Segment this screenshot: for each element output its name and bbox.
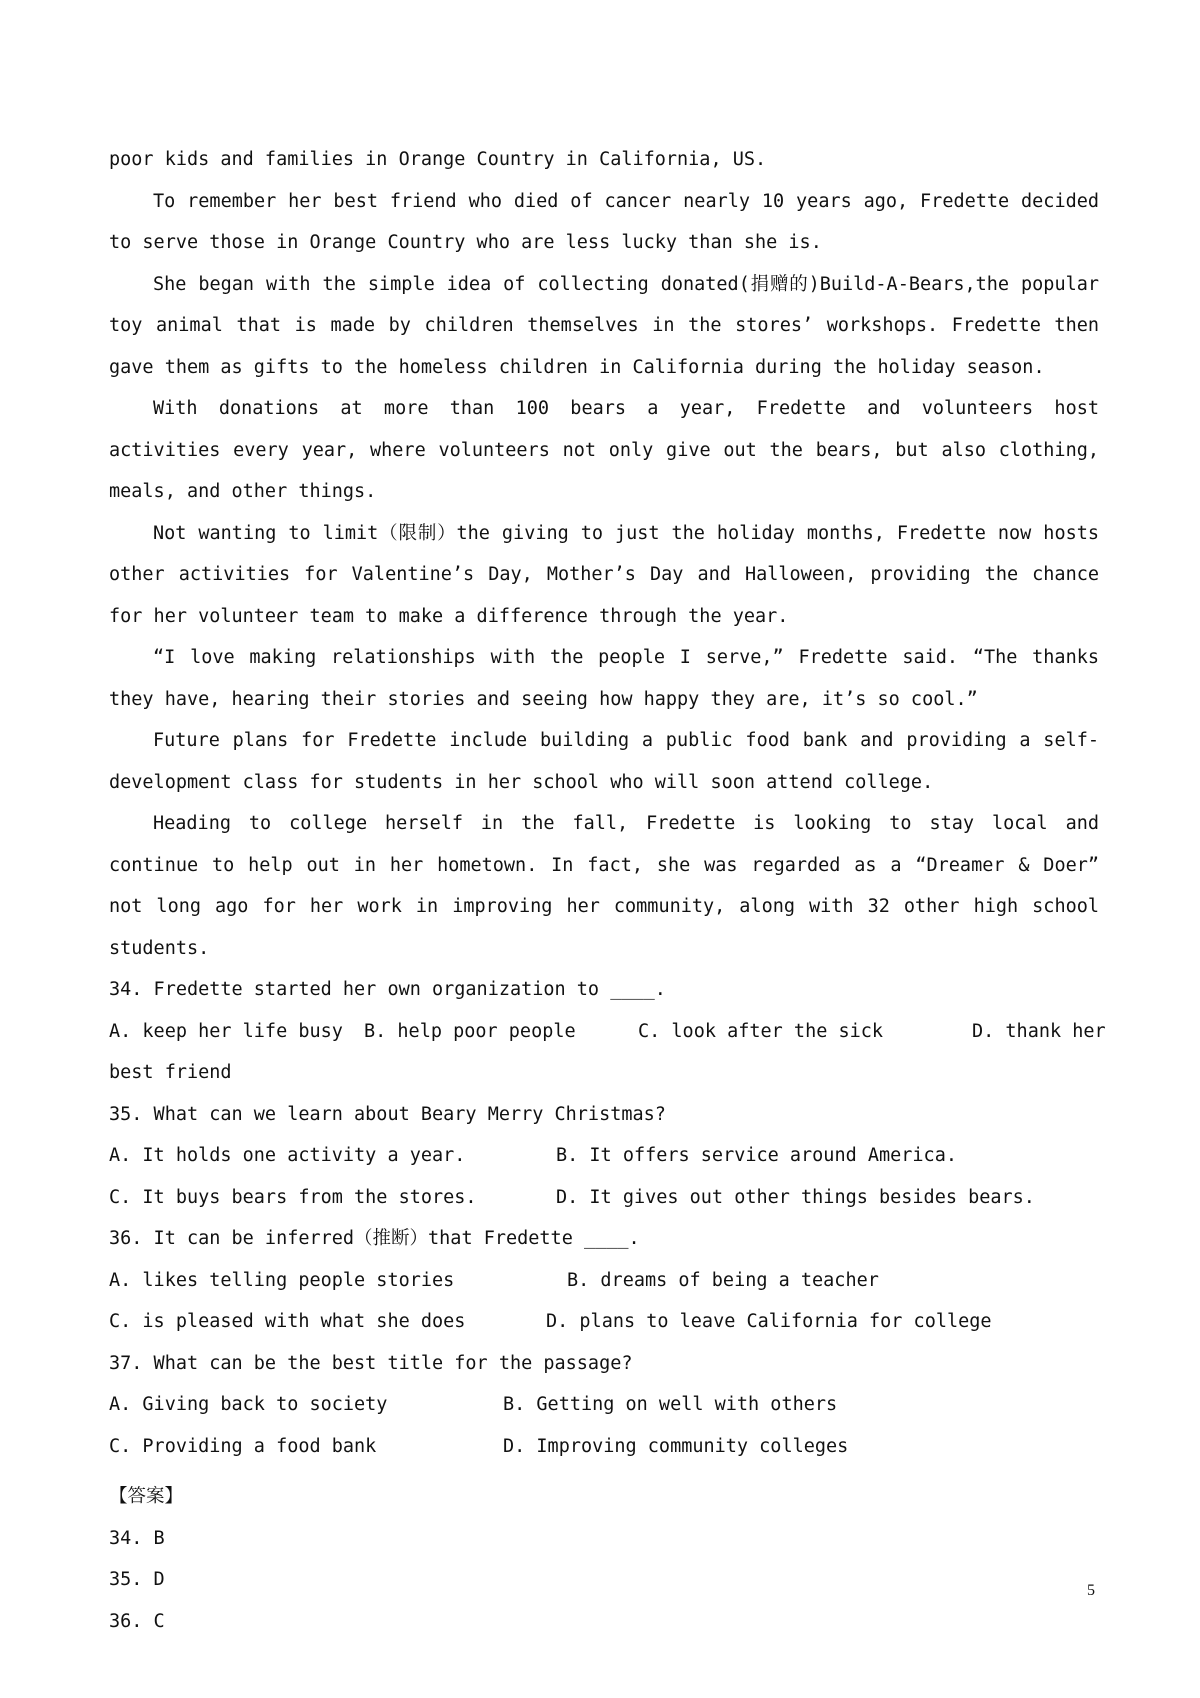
question-34-option-c: C. look after the sick: [638, 1020, 884, 1042]
answer-34: 34. B: [109, 1527, 165, 1549]
passage-paragraph-7: Future plans for Fredette include building a public food bank and providing a self-development class for students in her school who will soon attend college.: [109, 730, 1099, 793]
question-37-option-a: A. Giving back to society: [109, 1394, 388, 1415]
question-36-stem: 36. It can be inferred（推断）that Fredette ____.: [109, 1228, 640, 1249]
question-34-stem: 34. Fredette started her own organization to ____.: [109, 979, 666, 1000]
question-36-options-cd: [109, 1301, 1099, 1343]
question-34-option-b: B. help poor people: [364, 1020, 576, 1042]
question-35-options-ab: [109, 1135, 1099, 1177]
answers-heading: 【答案】: [109, 1486, 184, 1507]
passage-paragraph-4: With donations at more than 100 bears a year, Fredette and volunteers host activities every year, where volunteers not only give out the bears, but also clothing, meals, and other things.: [109, 398, 1099, 502]
answer-36: 36. C: [109, 1610, 165, 1632]
question-35-options-cd: [109, 1177, 1099, 1219]
question-34-options: [109, 1011, 1106, 1053]
question-37-option-b: B. Getting on well with others: [503, 1394, 838, 1415]
question-34-option-a: A. keep her life busy: [109, 1020, 343, 1042]
passage-paragraph-5: Not wanting to limit（限制）the giving to just the holiday months, Fredette now hosts other activities for Valentine’s Day, Mother’s Day and Halloween, providing the chance for her volunteer team to make a difference through the year.: [109, 522, 1099, 627]
question-35-option-c: C. It buys bears from the stores.: [109, 1186, 477, 1208]
question-36-option-c: C. is pleased with what she does: [109, 1311, 466, 1332]
question-37-option-d: D. Improving community colleges: [503, 1435, 849, 1457]
passage-paragraph-3: She began with the simple idea of collecting donated(捐赠的)Build-A-Bears,the popular toy animal that is made by children themselves in the stores’ workshops. Fredette then gave them as gifts to the homeless children in California during the holiday season.: [109, 273, 1099, 378]
question-36-option-a: A. likes telling people stories: [109, 1269, 455, 1291]
question-34-option-d: D. thank her: [972, 1020, 1106, 1042]
question-34-option-d-continued: best friend: [109, 1062, 232, 1083]
passage-paragraph-2: To remember her best friend who died of cancer nearly 10 years ago, Fredette decided to serve those in Orange Country who are less lucky than she is.: [109, 190, 1099, 253]
question-35-stem: 35. What can we learn about Beary Merry Christmas?: [109, 1103, 666, 1125]
content-area: [109, 139, 1106, 1642]
page-number: 5: [1087, 1582, 1095, 1599]
question-36-options-ab: [109, 1260, 1099, 1302]
question-36-option-d: D. plans to leave California for college: [546, 1311, 992, 1332]
answer-35: 35. D: [109, 1569, 165, 1590]
passage-paragraph-6: “I love making relationships with the people I serve,” Fredette said. “The thanks they have, hearing their stories and seeing how happy they are, it’s so cool.”: [109, 647, 1099, 710]
question-35-option-b: B. It offers service around America.: [556, 1145, 957, 1166]
passage-paragraph-8: Heading to college herself in the fall, Fredette is looking to stay local and continue to help out in her hometown. In fact, she was regarded as a “Dreamer & Doer” not long ago for her work in improving her community, along with 32 other high school students.: [109, 813, 1099, 959]
question-37-option-c: C. Providing a food bank: [109, 1435, 377, 1457]
question-36-option-b: B. dreams of being a teacher: [567, 1269, 879, 1291]
passage-paragraph-1: poor kids and families in Orange Country in California, US.: [109, 149, 767, 170]
question-37-stem: 37. What can be the best title for the passage?: [109, 1352, 633, 1374]
question-37-options-ab: [109, 1384, 1099, 1426]
question-37-options-cd: [109, 1426, 1099, 1468]
question-35-option-a: A. It holds one activity a year.: [109, 1145, 466, 1166]
question-35-option-d: D. It gives out other things besides bears.: [556, 1186, 1035, 1208]
